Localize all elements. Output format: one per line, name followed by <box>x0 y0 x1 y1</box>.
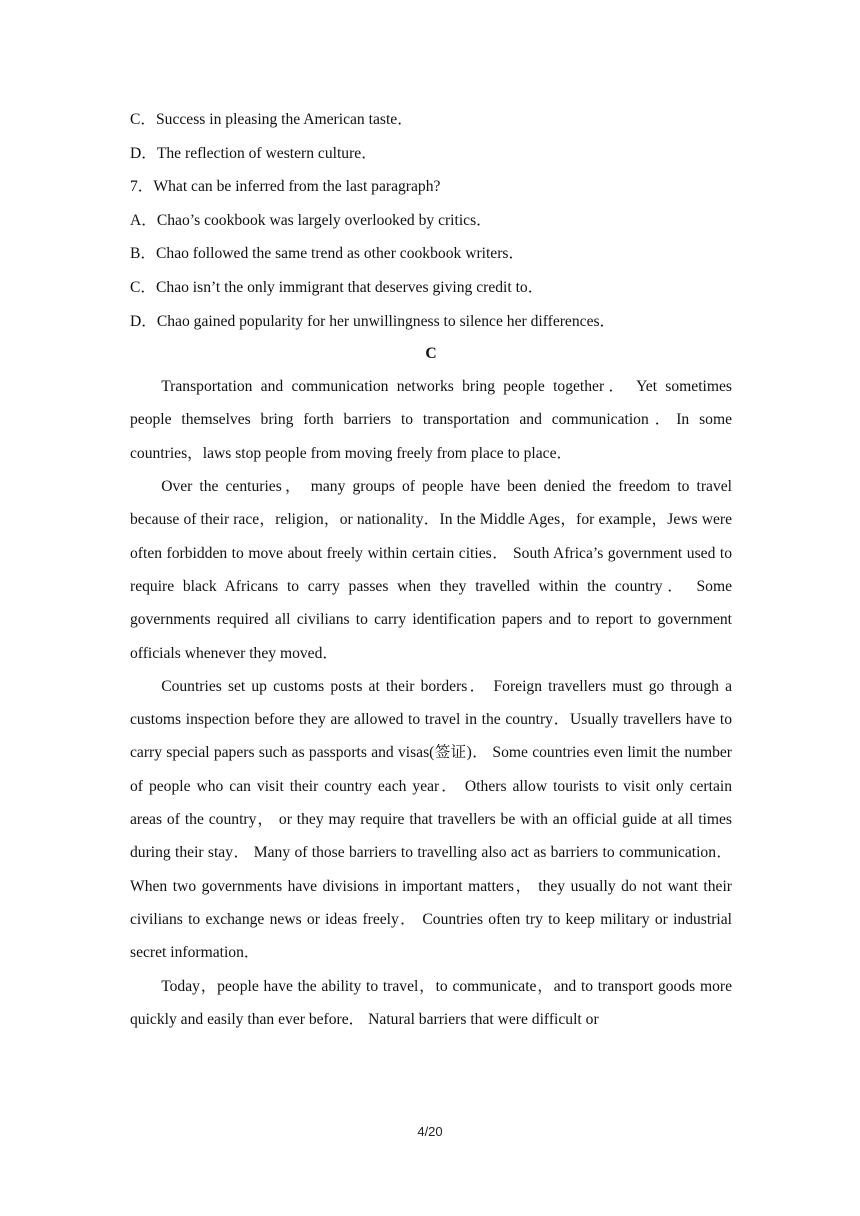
paragraph-2: Over the centuries， many groups of people have been denied the freedom to travel because of their race，religion，or nationality．In the Middle Ages，for example，Jews were often forbidden to move about freely within certain cities． South Africa’s government used to require black Africans to carry passes when they travelled within the country． Some governments required all civilians to carry identification papers and to report to government officials whenever they moved． <box>130 478 732 662</box>
option-c: C．Success in pleasing the American taste． <box>130 111 413 128</box>
question-7-option-a: A．Chao’s cookbook was largely overlooked by critics． <box>130 211 492 229</box>
question-7-option-c: C．Chao isn’t the only immigrant that deserves giving credit to． <box>130 278 544 296</box>
option-d: D．The reflection of western culture． <box>130 144 377 162</box>
page-number: 4/20 <box>417 1124 443 1139</box>
paragraph-4: Today，people have the ability to travel，to communicate，and to transport goods more quickly and easily than ever before． Natural barriers that were difficult or <box>130 977 732 1028</box>
question-7: 7．What can be inferred from the last paragraph? <box>130 178 441 196</box>
paragraph-1: Transportation and communication networks bring people together． Yet sometimes people themselves bring forth barriers to transportation and communication．In some countries，laws stop people from moving freely from place to place． <box>130 378 732 462</box>
paragraph-3: Countries set up customs posts at their borders． Foreign travellers must go through a customs inspection before they are allowed to travel in the country．Usually travellers have to carry special papers such as passports and visas(签证)． Some countries even limit the number of people who can visit their country each year． Others allow tourists to visit only certain areas of the country， or they may require that travellers be with an official guide at all times during their stay． Many of those barriers to travelling also act as barriers to communication． When two governments have divisions in important matters， they usually do not want their civilians to exchange news or ideas freely． Countries often try to keep military or industrial secret information． <box>130 677 732 962</box>
section-title: C <box>425 345 437 363</box>
question-7-option-d: D．Chao gained popularity for her unwillingness to silence her differences． <box>130 312 616 330</box>
document-page <box>130 103 732 1036</box>
question-7-option-b: B．Chao followed the same trend as other cookbook writers． <box>130 245 525 263</box>
